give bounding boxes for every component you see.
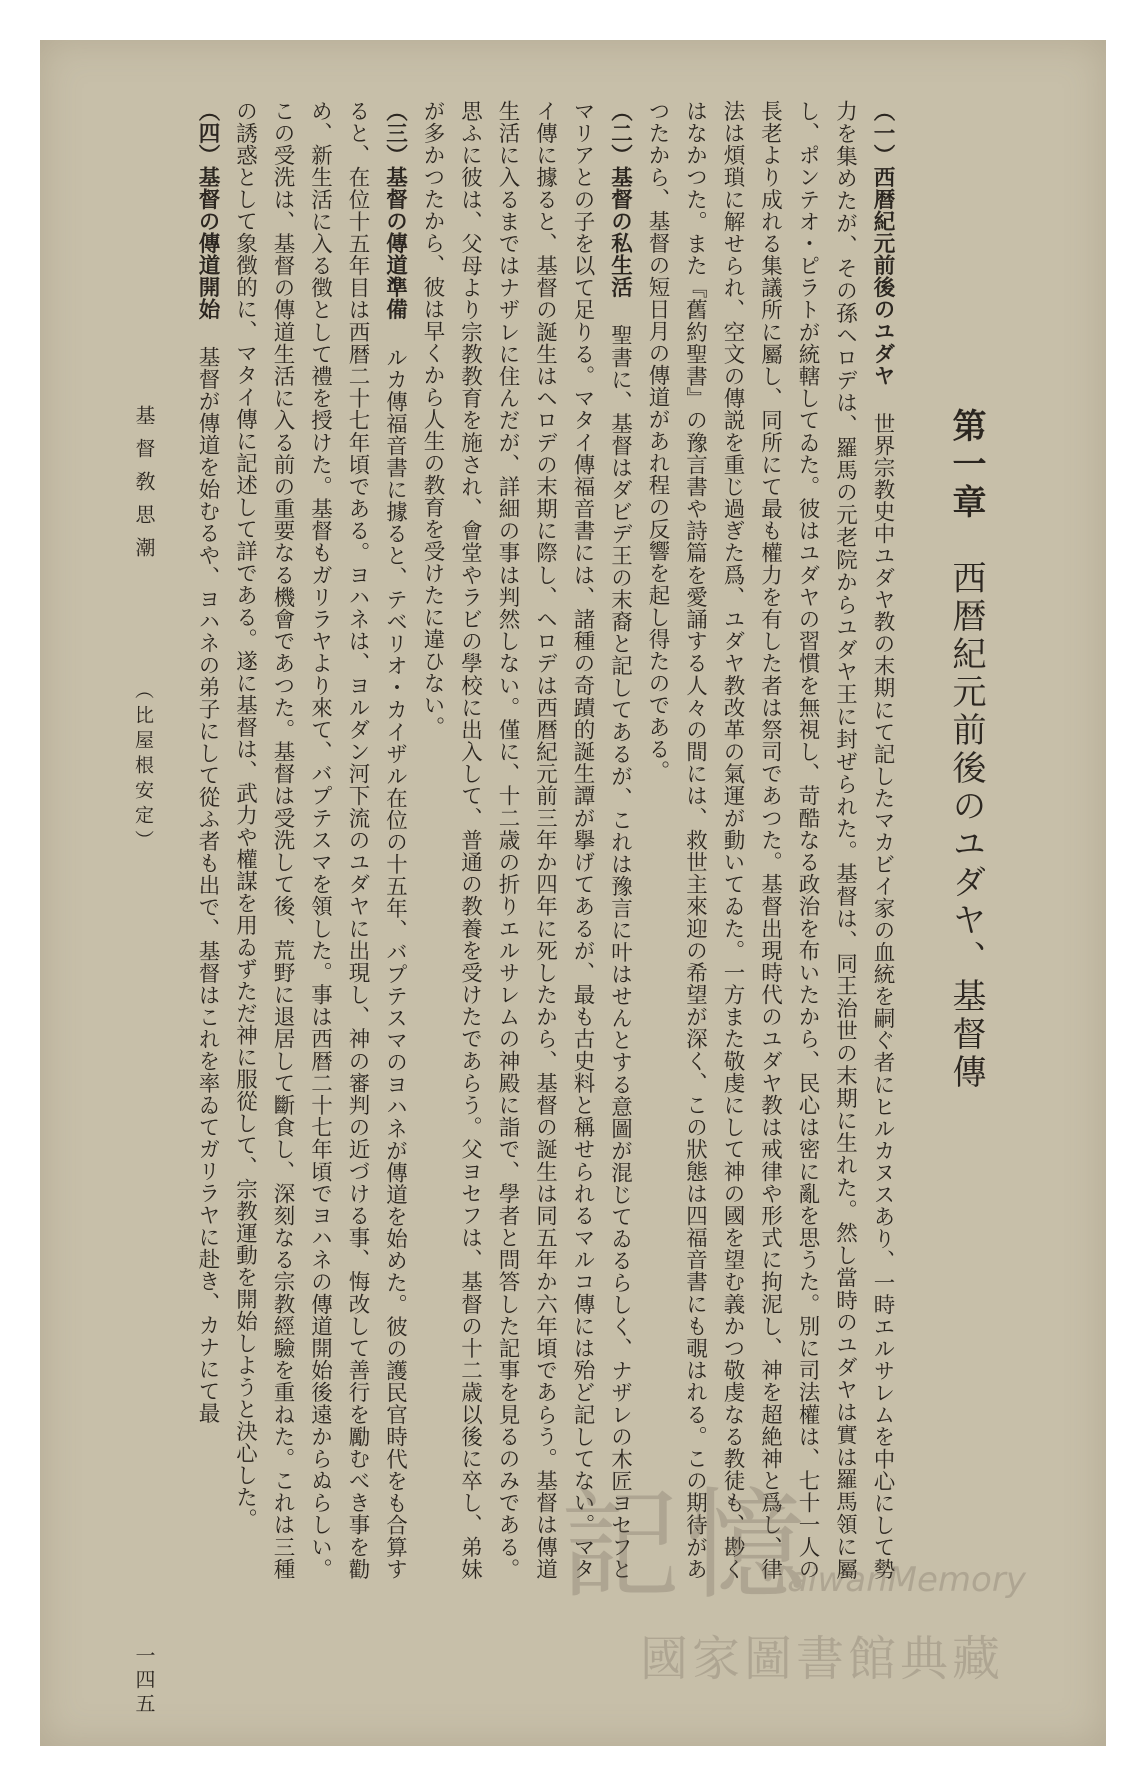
section-4 [189,100,227,1580]
section-heading: （一）西暦紀元前後のユダヤ [870,100,895,387]
watermark-main: 記憶 [560,1477,812,1616]
chapter-title: 西暦紀元前後のユダヤ、基督傳 [946,560,986,1092]
library-watermark [540,1450,1100,1690]
section-heading: （二）基督の私生活 [607,100,633,299]
section-text: ルカ傳福音書に據ると、テベリオ・カイザル在位の十五年、バプテスマのヨハネが傳道を始めた。彼の護民官時代をも合算すると、在位十五年目は西暦二十七年頃である。ヨハネは、ヨルダン河下流のユダヤに出現し、神の審判の近づける事、悔改して善行を勵むべき事を勸め、新生活に入る徴として禮を授けた。基督もガリラヤより來て、バプテスマを領した。事は西暦二十七年頃でヨハネの傳道開始後遠からぬらしい。この受洗は、基督の傳道生活に入る前の重要なる機會であつた。基督は受洗して後、荒野に退居して斷食し、深刻なる宗教經驗を重ねた。これは三種の誘惑として象徴的に、マタイ傳に記述して詳である。遂に基督は、武力や權謀を用ゐずただ神に服從して、宗教運動を開始しようと決心した。 [232,100,408,1581]
author-credit: （比屋根安定） [132,680,154,855]
section-3 [226,100,414,1580]
section-text: 世界宗教史中ユダヤ教の末期にて記したマカビイ家の血統を嗣ぐ者にヒルカヌスあり、一時エルサレムを中心にして勢力を集めたが、その孫ヘロデは、羅馬の元老院からユダヤ王に封ぜられた。基督は、同王治世の末期に生れた。然し當時のユダヤは實は羅馬領に屬し、ポンテオ・ピラトが統轄してゐた。彼はユダヤの習慣を無視し、苛酷なる政治を布いたから、民心は密に亂を思うた。別に司法權は、七十一人の長老より成れる集議所に屬し、同所にて最も權力を有した者は祭司であつた。基督出現時代のユダヤ教は戒律や形式に拘泥し、神を超絶神と爲し、律法は煩瑣に解せられ、空文の傳説を重じ過ぎた爲、ユダヤ教改革の氣運が動いてゐた。一方また敬虔にして神の國を望む義かつ敬虔なる教徒も、尠くはなかつた。また『舊約聖書』の豫言書や詩篇を愛誦する人々の間には、救世主來迎の希望が深く、この狀態は四福音書にも覗はれる。この期待があつたから、基督の短日月の傳道があれ程の反響を起し得たのである。 [645,100,895,1581]
watermark-sub: 國家圖書館典藏 [640,1631,1005,1687]
section-text: 基督が傳道を始むるや、ヨハネの弟子にして從ふ者も出で、基督はこれを率ゐてガリラヤに赴き、カナにて最 [195,346,220,1424]
book-page [40,40,1106,1746]
running-header: 基督敎思潮 [132,405,156,570]
section-1 [639,100,902,1580]
body-text [189,100,902,1580]
section-heading: （三）基督の傳道準備 [382,100,408,321]
page-number: 一四五 [132,1645,156,1717]
section-text: 聖書に、基督はダビデ王の末裔と記してあるが、これは豫言に叶はせんとする意圖が混じてゐるらしく、ナザレの木匠ヨセフとマリアとの子を以て足りる。マタイ傳福音書には、諸種の奇蹟的誕生譚が擧げてあるが、最も古史料と稱せられるマルコ傳には殆ど記してない。マタイ傳に據ると、基督の誕生はヘロデの末期に際し、ヘロデは西暦紀元前三年か四年に死したから、基督の誕生は同五年か六年頃であらう。基督は傳道生活に入るまではナザレに住んだが、詳細の事は判然しない。僅に、十二歳の折りエルサレムの神殿に詣で、學者と問答した記事を見るのみである。思ふに彼は、父母より宗教教育を施され、會堂やラビの學校に出入して、普通の教養を受けたであらう。父ヨセフは、基督の十二歳以後に卒し、弟妹が多かつたから、彼は早くから人生の教育を受けたに違ひない。 [420,100,633,1581]
section-heading: （四）基督の傳道開始 [195,100,220,320]
watermark-english: TaiwanMemory [770,1560,1026,1600]
chapter-number: 第一章 [946,408,986,522]
section-2 [414,100,639,1580]
chapter-heading [942,408,991,1092]
